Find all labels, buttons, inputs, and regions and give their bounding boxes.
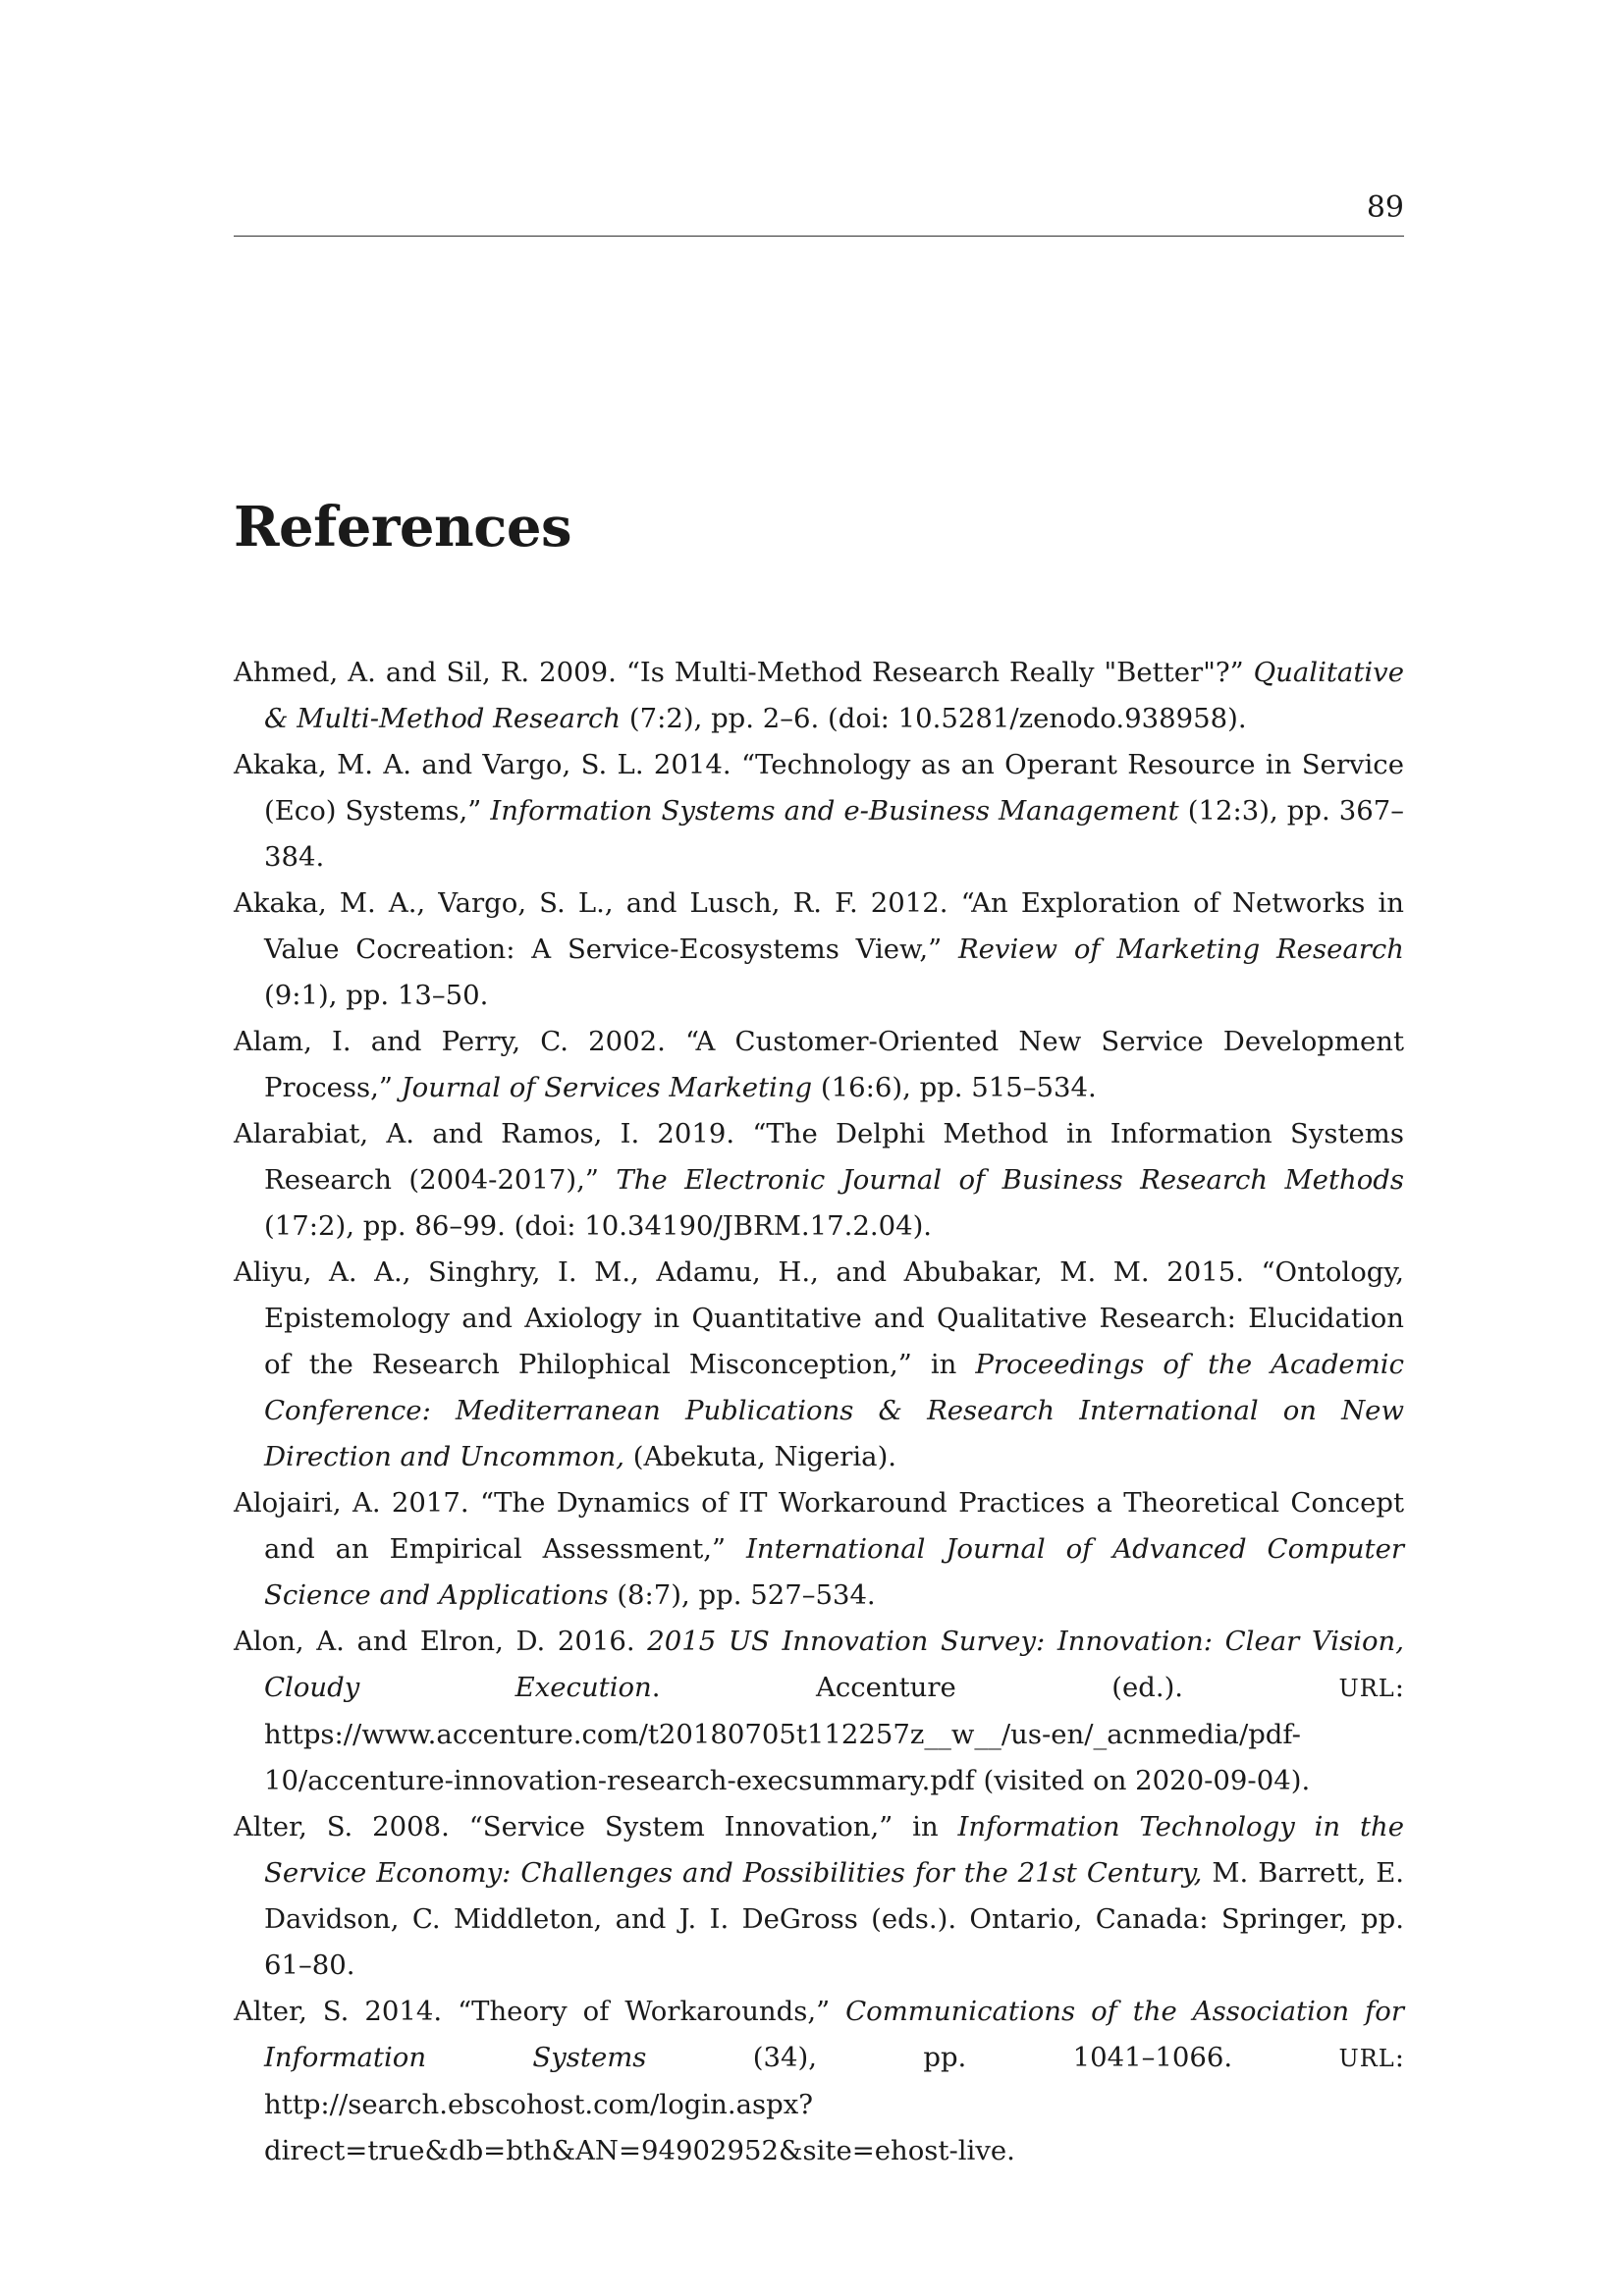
publication-title: International Journal of Advanced Computer Science and Applications xyxy=(264,1533,1404,1611)
reference-item xyxy=(234,1111,1404,1250)
reference-item xyxy=(234,881,1404,1019)
reference-details: . Accenture (ed.). xyxy=(651,1672,1339,1703)
reference-text: Akaka, M. A., Vargo, S. L., and Lusch, R. F. 2012. “An Exploration of Networks in Value Cocreation: A Service-Ecosystems View,” xyxy=(234,887,1404,965)
reference-details: (7:2), pp. 2–6. (doi: 10.5281/zenodo.938958). xyxy=(621,703,1247,734)
reference-text: Ahmed, A. and Sil, R. 2009. “Is Multi-Method Research Really "Better"?” xyxy=(234,657,1254,688)
reference-item xyxy=(234,742,1404,881)
publication-title: Proceedings of the Academic Conference: Mediterranean Publications & Research International on New Direction and Uncommon, xyxy=(264,1349,1404,1472)
reference-text: Alter, S. 2008. “Service System Innovation,” in xyxy=(234,1811,958,1842)
reference-text: Alon, A. and Elron, D. 2016. xyxy=(234,1626,648,1657)
publication-title: Qualitative & Multi-Method Research xyxy=(264,657,1404,734)
publication-title: 2015 US Innovation Survey: Innovation: Clear Vision, Cloudy Execution xyxy=(264,1626,1404,1703)
publication-title: Information Technology in the Service Economy: Challenges and Possibilities for the 21st Century, xyxy=(264,1811,1404,1889)
reference-text: Akaka, M. A. and Vargo, S. L. 2014. “Technology as an Operant Resource in Service (Eco) Systems,” xyxy=(234,749,1404,827)
reference-item xyxy=(234,1989,1404,2174)
reference-details: (9:1), pp. 13–50. xyxy=(264,980,489,1011)
reference-item xyxy=(234,1619,1404,1804)
reference-item xyxy=(234,1480,1404,1619)
reference-details: (12:3), pp. 367–384. xyxy=(264,795,1404,873)
reference-details: (16:6), pp. 515–534. xyxy=(812,1072,1097,1103)
reference-item xyxy=(234,650,1404,742)
publication-title: Communications of the Association for Information Systems xyxy=(264,1996,1404,2073)
reference-list xyxy=(234,650,1404,2174)
reference-url[interactable]: : http://search.ebscohost.com/login.aspx?direct=true&db=bth&AN=94902952&site=ehost-live. xyxy=(264,2042,1404,2166)
publication-title: The Electronic Journal of Business Research Methods xyxy=(616,1164,1404,1196)
reference-text: Alam, I. and Perry, C. 2002. “A Customer-Oriented New Service Development Process,” xyxy=(234,1026,1404,1103)
reference-item xyxy=(234,1804,1404,1989)
url-label: URL xyxy=(1338,1675,1395,1702)
publication-title: Review of Marketing Research xyxy=(957,934,1404,965)
page-header xyxy=(234,192,1404,237)
reference-details: (34), pp. 1041–1066. xyxy=(646,2042,1339,2073)
page-title: References xyxy=(234,495,571,560)
reference-item xyxy=(234,1019,1404,1111)
reference-text: Aliyu, A. A., Singhry, I. M., Adamu, H., and Abubakar, M. M. 2015. “Ontology, Epistemology and Axiology in Quantitative and Qualitative Research: Elucidation of the Research Philophical Misconception,” in xyxy=(234,1256,1404,1380)
reference-details: (17:2), pp. 86–99. (doi: 10.34190/JBRM.17.2.04). xyxy=(264,1210,933,1242)
reference-text: Alarabiat, A. and Ramos, I. 2019. “The Delphi Method in Information Systems Research (2004-2017),” xyxy=(234,1118,1404,1196)
page-number: 89 xyxy=(1366,190,1404,225)
publication-title: Journal of Services Marketing xyxy=(401,1072,813,1103)
reference-url[interactable]: : https://www.accenture.com/t20180705t112257z__w__/us-en/_acnmedia/pdf-10/accenture-innovation-research-execsummary.pdf (visited on 2020-09-04). xyxy=(264,1672,1404,1796)
reference-details: (8:7), pp. 527–534. xyxy=(608,1579,876,1611)
reference-details: M. Barrett, E. Davidson, C. Middleton, and J. I. DeGross (eds.). Ontario, Canada: Springer, pp. 61–80. xyxy=(264,1857,1405,1981)
url-label: URL xyxy=(1338,2045,1395,2072)
reference-item xyxy=(234,1250,1404,1480)
publication-title: Information Systems and e-Business Management xyxy=(490,795,1179,827)
reference-text: Alojairi, A. 2017. “The Dynamics of IT Workaround Practices a Theoretical Concept and an Empirical Assessment,” xyxy=(234,1487,1404,1565)
reference-text: Alter, S. 2014. “Theory of Workarounds,” xyxy=(234,1996,846,2027)
reference-details: (Abekuta, Nigeria). xyxy=(623,1441,897,1472)
